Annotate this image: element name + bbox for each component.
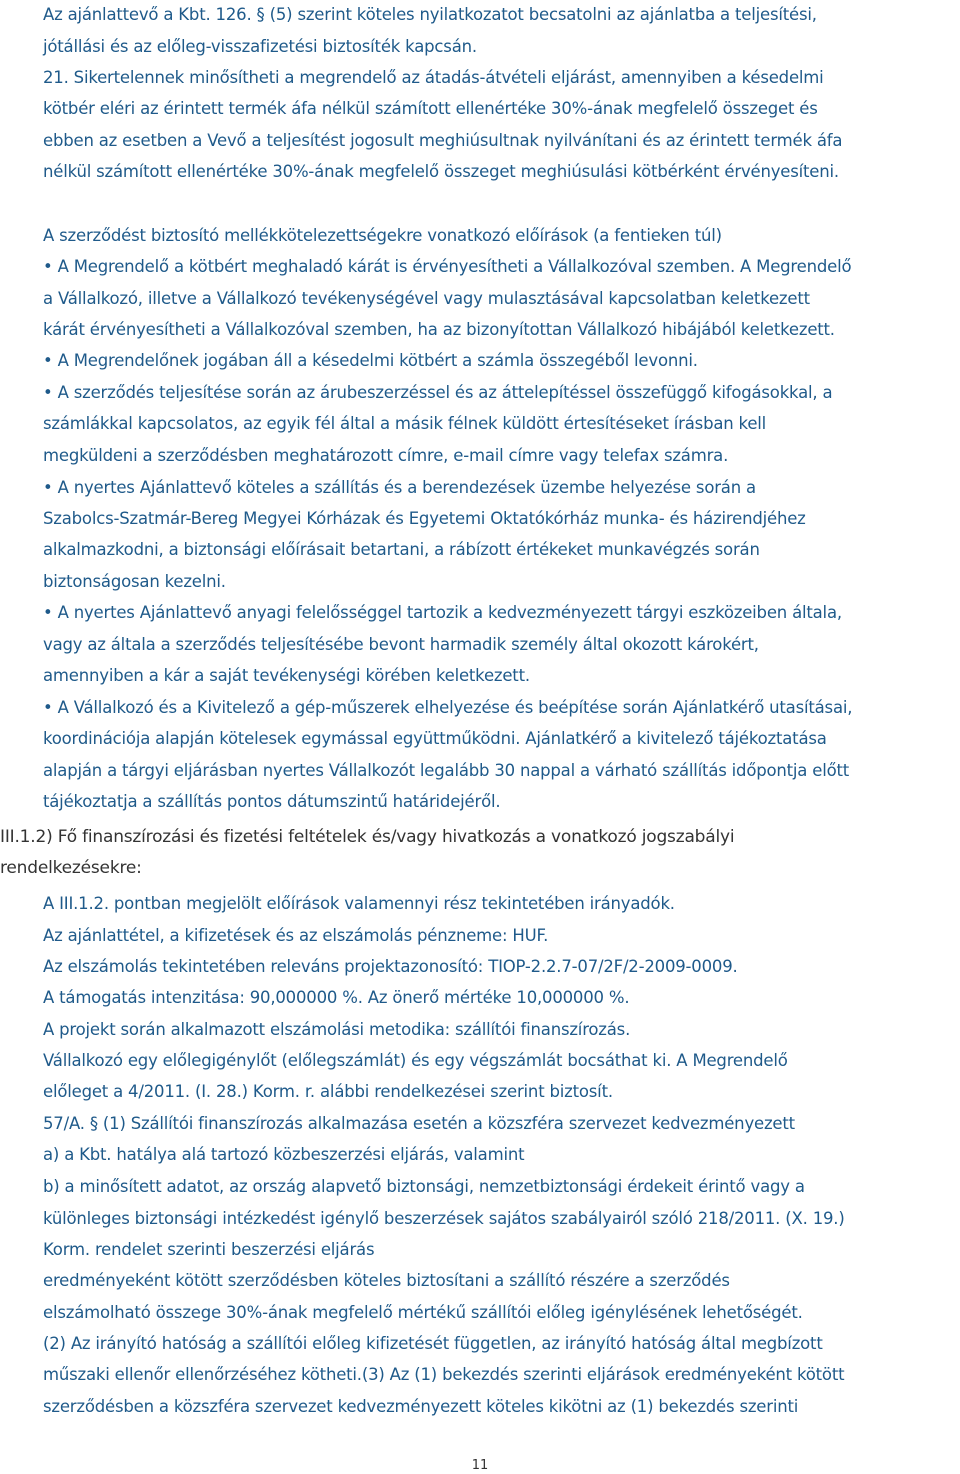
- text-line: előleget a 4/2011. (I. 28.) Korm. r. alábbi rendelkezései szerint biztosít.: [43, 1082, 613, 1101]
- text-line: Szabolcs-Szatmár-Bereg Megyei Kórházak és Egyetemi Oktatókórház munka- és házirendjéhez: [43, 509, 806, 528]
- text-line: Korm. rendelet szerinti beszerzési eljárás: [43, 1240, 375, 1259]
- text-line: • A nyertes Ajánlattevő köteles a szállítás és a berendezések üzembe helyezése során a: [43, 478, 756, 497]
- text-line: Az ajánlattétel, a kifizetések és az elszámolás pénzneme: HUF.: [43, 926, 549, 945]
- text-line: b) a minősített adatot, az ország alapvető biztonsági, nemzetbiztonsági érdekeit érintő vagy a: [43, 1177, 805, 1196]
- text-line: műszaki ellenőr ellenőrzéséhez kötheti.(3) Az (1) bekezdés szerinti eljárások eredményeként kötött: [43, 1365, 845, 1384]
- text-line: • A szerződés teljesítése során az árubeszerzéssel és az áttelepítéssel összefüggő kifogásokkal, a: [43, 383, 833, 402]
- text-line: • A nyertes Ajánlattevő anyagi felelősséggel tartozik a kedvezményezett tárgyi eszközeiben általa,: [43, 603, 842, 622]
- text-line: 57/A. § (1) Szállítói finanszírozás alkalmazása esetén a közszféra szervezet kedvezményezett: [43, 1114, 795, 1133]
- text-line: vagy az általa a szerződés teljesítésébe bevont harmadik személy által okozott károkért,: [43, 635, 759, 654]
- text-line: 21. Sikertelennek minősítheti a megrendelő az átadás-átvételi eljárást, amennyiben a késedelmi: [43, 68, 824, 87]
- text-line: a Vállalkozó, illetve a Vállalkozó tevékenységével vagy mulasztásával kapcsolatban keletkezett: [43, 289, 810, 308]
- section-heading: rendelkezésekre:: [0, 858, 142, 878]
- text-line: amennyiben a kár a saját tevékenységi körében keletkezett.: [43, 666, 530, 685]
- text-line: Az ajánlattevő a Kbt. 126. § (5) szerint köteles nyilatkozatot becsatolni az ajánlatba a teljesítési,: [43, 5, 817, 24]
- section-heading: III.1.2) Fő finanszírozási és fizetési feltételek és/vagy hivatkozás a vonatkozó jogszabályi: [0, 827, 735, 847]
- text-line: • A Megrendelő a kötbért meghaladó kárát is érvényesítheti a Vállalkozóval szemben. A Megrendelő: [43, 257, 852, 276]
- text-line: A szerződést biztosító mellékkötelezettségekre vonatkozó előírások (a fentieken túl): [43, 226, 722, 245]
- text-line: számlákkal kapcsolatos, az egyik fél által a másik félnek küldött értesítéseket írásban kell: [43, 414, 767, 433]
- text-line: elszámolható összege 30%-ának megfelelő mértékű szállítói előleg igénylésének lehetőségét.: [43, 1303, 803, 1322]
- text-line: • A Megrendelőnek jogában áll a késedelmi kötbért a számla összegéből levonni.: [43, 351, 698, 370]
- text-line: nélkül számított ellenértéke 30%-ának megfelelő összeget meghiúsulási kötbérként érvényesíteni.: [43, 162, 839, 181]
- page-number: 11: [471, 1458, 489, 1473]
- text-line: kötbér eléri az érintett termék áfa nélkül számított ellenértéke 30%-ának megfelelő összeget és: [43, 99, 818, 118]
- text-line: A projekt során alkalmazott elszámolási metodika: szállítói finanszírozás.: [43, 1020, 631, 1039]
- text-line: alkalmazkodni, a biztonsági előírásait betartani, a rábízott értékeket munkavégzés során: [43, 540, 760, 559]
- text-line: Vállalkozó egy előlegigénylőt (előlegszámlát) és egy végszámlát bocsáthat ki. A Megrendelő: [43, 1051, 788, 1070]
- text-line: kárát érvényesítheti a Vállalkozóval szemben, ha az bizonyítottan Vállalkozó hibájából keletkezett.: [43, 320, 835, 339]
- text-line: biztonságosan kezelni.: [43, 572, 226, 591]
- text-line: • A Vállalkozó és a Kivitelező a gép-műszerek elhelyezése és beépítése során Ajánlatkérő utasításai,: [43, 698, 853, 717]
- text-line: koordinációja alapján kötelesek egymással együttműködni. Ajánlatkérő a kivitelező tájékoztatása: [43, 729, 827, 748]
- text-line: eredményeként kötött szerződésben köteles biztosítani a szállító részére a szerződés: [43, 1271, 730, 1290]
- text-line: megküldeni a szerződésben meghatározott címre, e-mail címre vagy telefax számra.: [43, 446, 729, 465]
- text-line: alapján a tárgyi eljárásban nyertes Vállalkozót legalább 30 nappal a várható szállítás időpontja előtt: [43, 761, 850, 780]
- text-line: különleges biztonsági intézkedést igénylő beszerzések sajátos szabályairól szóló 218/2011. (X. 19.): [43, 1209, 845, 1228]
- text-line: (2) Az irányító hatóság a szállítói előleg kifizetését független, az irányító hatóság által megbízott: [43, 1334, 823, 1353]
- text-line: A III.1.2. pontban megjelölt előírások valamennyi rész tekintetében irányadók.: [43, 894, 675, 913]
- text-line: a) a Kbt. hatálya alá tartozó közbeszerzési eljárás, valamint: [43, 1145, 525, 1164]
- text-line: A támogatás intenzitása: 90,000000 %. Az önerő mértéke 10,000000 %.: [43, 988, 630, 1007]
- text-line: szerződésben a közszféra szervezet kedvezményezett köteles kikötni az (1) bekezdés szerinti: [43, 1397, 799, 1416]
- text-line: tájékoztatja a szállítás pontos dátumszintű határidejéről.: [43, 792, 501, 811]
- text-line: ebben az esetben a Vevő a teljesítést jogosult meghiúsultnak nyilvánítani és az érintett termék áfa: [43, 131, 843, 150]
- text-line: Az elszámolás tekintetében releváns projektazonosító: TIOP-2.2.7-07/2F/2-2009-0009.: [43, 957, 738, 976]
- text-line: jótállási és az előleg-visszafizetési biztosíték kapcsán.: [43, 37, 477, 56]
